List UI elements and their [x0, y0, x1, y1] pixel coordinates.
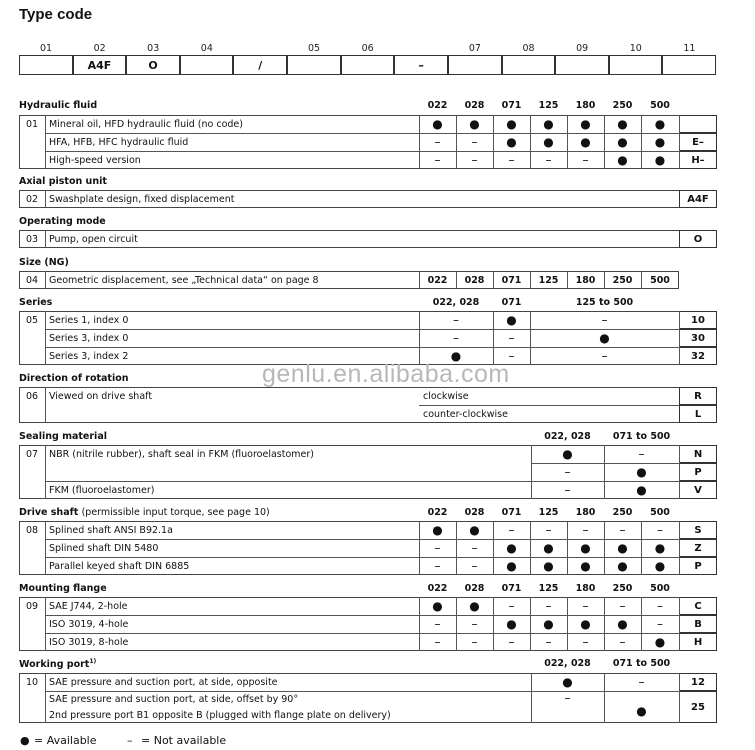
order-code: S [679, 521, 717, 539]
size-option[interactable]: 250 [612, 274, 633, 286]
column-divider [679, 115, 680, 169]
column-divider [679, 445, 680, 499]
legend-available-symbol: ● [20, 734, 30, 747]
size-column-header: 071 [501, 583, 522, 594]
position-box [502, 55, 556, 75]
availability-mark: – [601, 349, 608, 363]
column-divider [493, 597, 494, 651]
position-label: 06 [361, 43, 374, 54]
availability-mark: ● [469, 523, 480, 537]
order-code: A4F [679, 190, 717, 208]
order-code: N [679, 445, 717, 463]
port-column-header: 071 to 500 [612, 658, 671, 669]
position-label: 07 [468, 43, 481, 54]
size-column-header: 022 [427, 507, 448, 518]
column-divider [531, 673, 532, 723]
size-column-header: 125 [538, 507, 559, 518]
section-title-text: Direction of rotation [19, 373, 129, 384]
availability-mark: ● [654, 635, 666, 649]
availability-mark: ● [636, 465, 647, 479]
position-label: 08 [522, 43, 535, 54]
column-divider [456, 521, 457, 575]
section-title [19, 216, 106, 227]
section-title-text: Axial piston unit [19, 176, 107, 187]
availability-mark: ● [654, 559, 666, 573]
column-divider [641, 521, 642, 575]
availability-mark: – [582, 153, 589, 167]
availability-mark: – [619, 635, 626, 649]
availability-mark: – [545, 153, 552, 167]
section-number: 05 [25, 314, 39, 326]
section-title [19, 507, 270, 518]
availability-mark: ● [654, 541, 666, 555]
availability-mark: – [434, 559, 441, 573]
section-title-text: Operating mode [19, 216, 106, 227]
availability-mark: – [508, 349, 515, 363]
availability-mark: – [434, 617, 441, 631]
size-column-header: 500 [650, 507, 670, 518]
option-description: Mineral oil, HFD hydraulic fluid (no code) [49, 118, 243, 130]
size-column-header: 180 [575, 583, 596, 594]
availability-mark: ● [469, 599, 480, 613]
availability-mark: – [582, 523, 589, 537]
option-description: SAE pressure and suction port, at side, opposite [49, 676, 278, 688]
availability-mark: ● [580, 135, 591, 149]
availability-mark: – [434, 153, 441, 167]
availability-mark: – [471, 541, 478, 555]
option-description: Series 3, index 2 [49, 350, 129, 362]
series-column-header: 022, 028 [432, 297, 480, 308]
order-code: 25 [679, 691, 717, 723]
availability-mark: – [564, 691, 571, 705]
option-description: Pump, open circuit [49, 233, 138, 245]
position-box [662, 55, 716, 75]
order-code: E– [679, 133, 717, 151]
column-divider [567, 271, 568, 289]
column-divider [679, 311, 680, 365]
size-column-header: 180 [575, 507, 596, 518]
position-label: 11 [683, 43, 696, 54]
option-description: Parallel keyed shaft DIN 6885 [49, 560, 190, 572]
column-divider [530, 115, 531, 169]
availability-mark: – [564, 465, 571, 479]
position-box: A4F [73, 55, 127, 75]
availability-mark: ● [432, 117, 443, 131]
availability-mark: – [508, 635, 515, 649]
column-divider [604, 271, 605, 289]
option-description: Viewed on drive shaft [49, 390, 153, 402]
series-column-header: 071 [501, 297, 522, 308]
option-description: Geometric displacement, see „Technical data“ on page 8 [49, 274, 319, 286]
column-divider [456, 271, 457, 289]
order-code: 32 [679, 347, 717, 365]
availability-mark: – [582, 599, 589, 613]
size-option[interactable]: 125 [538, 274, 559, 286]
position-label: 02 [93, 43, 106, 54]
option-description-line2: 2nd pressure port B1 opposite B (plugged with flange plate on delivery) [49, 709, 391, 721]
position-label: 01 [39, 43, 53, 54]
series-column-header: 125 to 500 [575, 297, 634, 308]
column-divider [493, 521, 494, 575]
availability-mark: ● [432, 599, 443, 613]
availability-mark: ● [580, 559, 591, 573]
size-column-header: 028 [464, 583, 485, 594]
order-code: 12 [679, 673, 717, 691]
column-divider [493, 271, 494, 289]
position-box: – [394, 55, 448, 75]
column-divider [456, 115, 457, 169]
section-title-note: (permissible input torque, see page 10) [81, 507, 270, 518]
column-divider [641, 271, 642, 289]
position-box [609, 55, 663, 75]
order-code: H [679, 633, 717, 651]
availability-mark: – [638, 447, 645, 461]
availability-mark: ● [654, 117, 666, 131]
size-column-header: 022 [427, 583, 448, 594]
availability-mark: ● [636, 704, 647, 718]
column-divider [604, 673, 605, 723]
footnote-marker: 1) [89, 658, 97, 665]
availability-mark: ● [543, 541, 554, 555]
section-number: 04 [25, 274, 39, 286]
section-number: 01 [25, 118, 39, 130]
availability-mark: – [508, 599, 515, 613]
column-divider [679, 673, 680, 723]
size-column-header: 071 [501, 100, 522, 111]
option-description: ISO 3019, 4-hole [49, 618, 129, 630]
legend-available-label: = Available [34, 734, 97, 747]
column-divider [419, 311, 420, 365]
availability-mark: ● [617, 117, 628, 131]
availability-mark: – [545, 523, 552, 537]
section-title [19, 297, 52, 308]
section-title [19, 373, 129, 384]
availability-mark: ● [469, 117, 480, 131]
availability-mark: – [434, 135, 441, 149]
option-description: SAE pressure and suction port, at side, offset by 90° [49, 693, 299, 705]
availability-mark: – [619, 523, 626, 537]
legend-not-available-label: = Not available [141, 734, 227, 747]
section-title-text: Series [19, 297, 53, 308]
order-code: 30 [679, 329, 717, 347]
availability-mark: – [657, 523, 663, 537]
position-label: 09 [576, 43, 589, 54]
section-title [19, 257, 69, 268]
size-column-header: 071 [501, 507, 522, 518]
column-divider [604, 115, 605, 169]
section-title [19, 431, 107, 442]
size-column-header: 250 [612, 507, 633, 518]
position-box: / [233, 55, 287, 75]
availability-mark: – [471, 153, 478, 167]
column-divider [419, 115, 420, 169]
rotation-option: clockwise [423, 390, 469, 402]
position-label: 03 [147, 43, 160, 54]
column-divider [641, 597, 642, 651]
position-box [287, 55, 341, 75]
size-option[interactable]: 028 [464, 274, 485, 286]
availability-mark: – [434, 635, 441, 649]
page-title: Type code [19, 6, 93, 23]
column-divider [456, 597, 457, 651]
size-column-header: 028 [464, 507, 485, 518]
availability-mark: ● [562, 675, 573, 689]
column-divider [604, 521, 605, 575]
option-description: Splined shaft ANSI B92.1a [49, 524, 173, 536]
availability-mark: – [434, 541, 441, 555]
column-divider [567, 597, 568, 651]
option-description: Series 1, index 0 [49, 314, 129, 326]
column-divider [530, 311, 531, 365]
availability-mark: ● [543, 617, 554, 631]
column-divider [419, 597, 420, 651]
column-divider [530, 271, 531, 289]
section-title-text: Mounting flange [19, 583, 107, 594]
watermark: genlu.en.alibaba.com [262, 360, 510, 388]
section-number: 09 [25, 600, 39, 612]
order-code: V [679, 481, 717, 499]
section-title-text: Hydraulic fluid [19, 100, 98, 111]
section-number: 10 [25, 676, 39, 688]
availability-mark: ● [506, 135, 517, 149]
section-title-text: Drive shaft [19, 507, 79, 518]
column-divider [604, 597, 605, 651]
column-divider [567, 115, 568, 169]
availability-mark: ● [654, 153, 666, 167]
availability-mark: ● [636, 483, 647, 497]
column-divider [531, 445, 532, 499]
availability-mark: – [453, 331, 459, 345]
rotation-option: counter-clockwise [423, 408, 508, 420]
availability-mark: ● [506, 541, 517, 555]
availability-mark: – [471, 559, 478, 573]
option-description: Swashplate design, fixed displacement [49, 193, 235, 205]
column-divider [679, 597, 680, 651]
availability-mark: – [601, 313, 608, 327]
availability-mark: ● [617, 617, 628, 631]
section-title [19, 658, 96, 670]
order-code: P [679, 463, 717, 481]
availability-mark: – [619, 599, 626, 613]
availability-mark: ● [506, 617, 517, 631]
option-description: ISO 3019, 8-hole [49, 636, 129, 648]
size-option[interactable]: 180 [575, 274, 596, 286]
size-option[interactable]: 022 [427, 274, 448, 286]
size-column-header: 022 [427, 100, 448, 111]
availability-mark: – [564, 483, 571, 497]
section-title-text: Sealing material [19, 431, 107, 442]
size-column-header: 500 [650, 100, 670, 111]
option-description: High-speed version [49, 154, 141, 166]
availability-mark: – [638, 675, 645, 689]
order-code: P [679, 557, 717, 575]
position-box [19, 55, 73, 75]
column-divider [493, 115, 494, 169]
size-option[interactable]: 071 [501, 274, 522, 286]
order-code: B [679, 615, 717, 633]
legend-not-available-symbol: – [127, 734, 133, 747]
availability-mark: – [471, 635, 478, 649]
size-option[interactable]: 500 [650, 274, 670, 286]
option-description: Splined shaft DIN 5480 [49, 542, 159, 554]
option-description: FKM (fluoroelastomer) [49, 484, 155, 496]
availability-mark: ● [617, 559, 628, 573]
availability-mark: ● [506, 559, 517, 573]
position-label: 05 [308, 43, 321, 54]
availability-mark: ● [617, 541, 628, 555]
section-number: 03 [25, 233, 39, 245]
option-description: SAE J744, 2-hole [49, 600, 128, 612]
column-divider [530, 597, 531, 651]
sealing-column-header: 071 to 500 [612, 431, 671, 442]
section-title-text: Working port [19, 659, 90, 671]
order-code: L [679, 405, 717, 423]
order-code: 10 [679, 311, 717, 329]
order-code: R [679, 387, 717, 405]
option-description: HFA, HFB, HFC hydraulic fluid [49, 136, 189, 148]
column-divider [679, 521, 680, 575]
position-box [180, 55, 234, 75]
availability-mark: ● [617, 135, 628, 149]
section-number: 02 [25, 193, 39, 205]
availability-mark: ● [543, 135, 554, 149]
column-divider [530, 521, 531, 575]
section-number: 06 [25, 390, 39, 402]
availability-mark: – [471, 135, 478, 149]
size-column-header: 250 [612, 100, 633, 111]
availability-mark: – [545, 599, 552, 613]
option-description: NBR (nitrile rubber), shaft seal in FKM (fluoroelastomer) [49, 448, 314, 460]
position-box: O [126, 55, 180, 75]
position-label: 04 [200, 43, 213, 54]
column-divider [567, 521, 568, 575]
availability-mark: ● [450, 349, 462, 363]
size-column-header: 180 [575, 100, 596, 111]
size-column-header: 028 [464, 100, 485, 111]
position-box [448, 55, 502, 75]
availability-mark: ● [580, 617, 591, 631]
availability-mark: – [657, 617, 663, 631]
availability-mark: ● [562, 447, 573, 461]
order-code [679, 115, 717, 133]
section-title [19, 176, 107, 187]
availability-mark: ● [617, 153, 628, 167]
availability-mark: ● [543, 559, 554, 573]
order-code: H– [679, 151, 717, 169]
option-description: Series 3, index 0 [49, 332, 129, 344]
availability-mark: – [508, 523, 515, 537]
size-column-header: 125 [538, 100, 559, 111]
order-code: C [679, 597, 717, 615]
section-title [19, 100, 97, 111]
column-divider [604, 445, 605, 499]
availability-mark: – [471, 617, 478, 631]
column-divider [493, 311, 494, 365]
availability-mark: ● [506, 117, 517, 131]
availability-mark: ● [506, 313, 517, 327]
availability-mark: ● [543, 117, 554, 131]
availability-mark: – [582, 635, 589, 649]
section-title-text: Size (NG) [19, 257, 69, 268]
availability-mark: ● [580, 541, 591, 555]
column-divider [641, 115, 642, 169]
order-code: O [679, 230, 717, 248]
sealing-column-header: 022, 028 [544, 431, 591, 442]
availability-mark: ● [599, 331, 610, 345]
size-column-header: 125 [538, 583, 559, 594]
size-column-header: 250 [612, 583, 633, 594]
column-divider [419, 521, 420, 575]
section-number: 08 [25, 524, 39, 536]
position-label: 10 [629, 43, 642, 54]
size-column-header: 500 [650, 583, 670, 594]
column-divider [419, 271, 420, 289]
order-code: Z [679, 539, 717, 557]
availability-mark: – [657, 599, 663, 613]
availability-mark: ● [654, 135, 666, 149]
port-column-header: 022, 028 [544, 658, 591, 669]
availability-mark: – [508, 331, 515, 345]
availability-mark: ● [580, 117, 591, 131]
availability-mark: – [508, 153, 515, 167]
position-box [341, 55, 395, 75]
position-box [555, 55, 609, 75]
section-number: 07 [25, 448, 39, 460]
section-title [19, 583, 107, 594]
availability-mark: ● [432, 523, 443, 537]
availability-mark: – [545, 635, 552, 649]
availability-mark: – [453, 313, 459, 327]
